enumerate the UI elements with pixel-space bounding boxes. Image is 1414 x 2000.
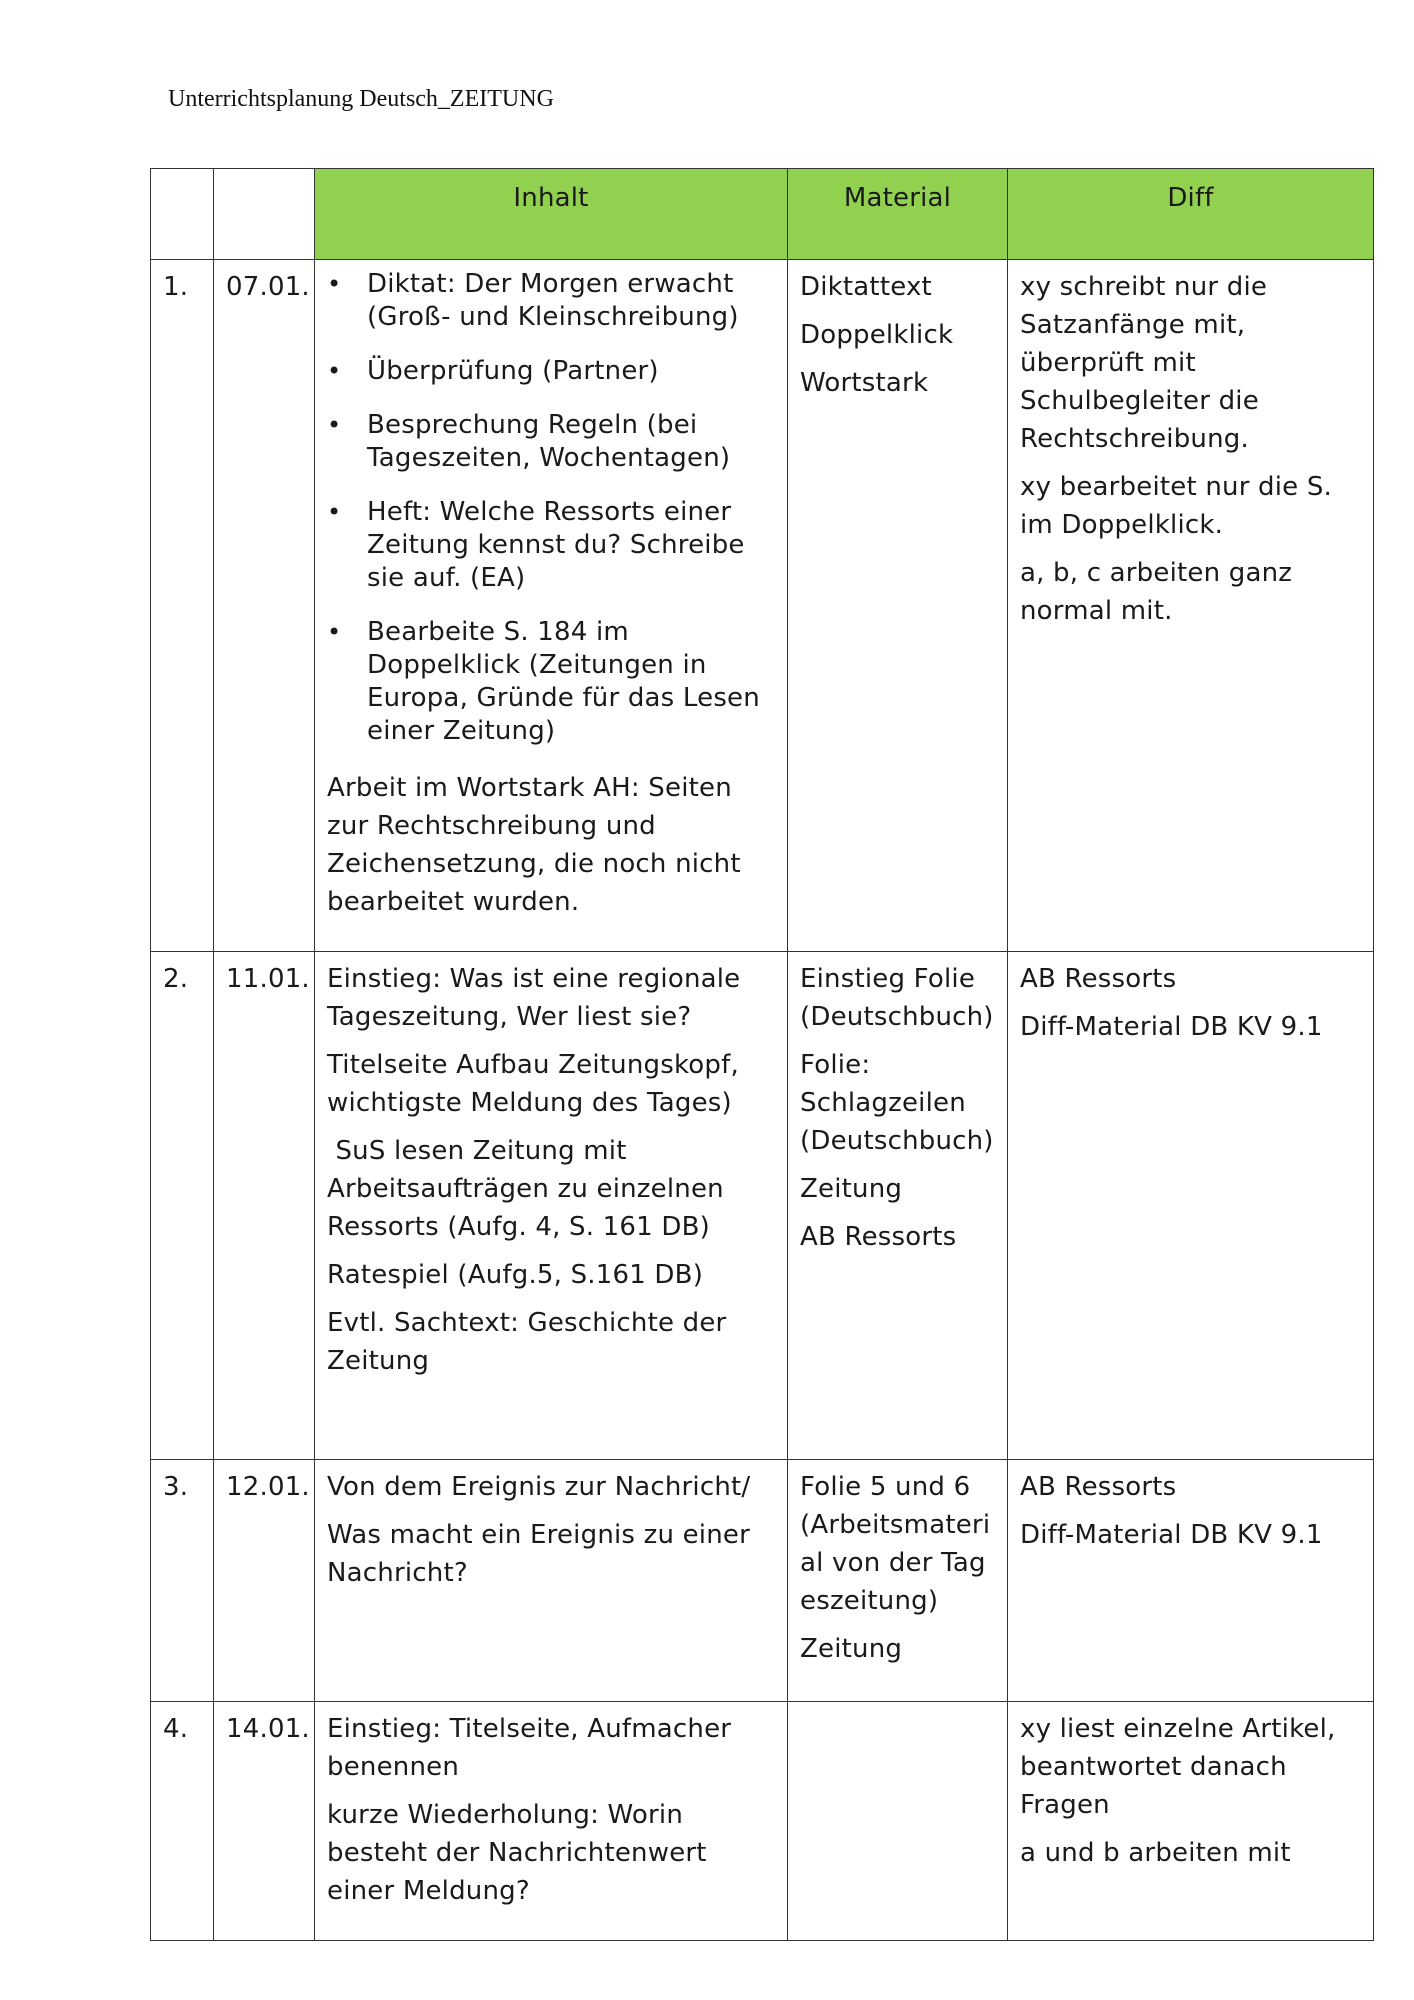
list-item: • Überprüfung (Partner) (367, 355, 775, 388)
diff-item: a, b, c arbeiten ganz normal mit. (1020, 558, 1293, 626)
diff-item: Diff-Material DB KV 9.1 (1020, 1012, 1323, 1042)
row-number: 1. (151, 260, 214, 952)
header-inhalt (315, 169, 788, 260)
table-row (151, 952, 1374, 1460)
material-item: AB Ressorts (800, 1222, 957, 1252)
diff-cell (1008, 260, 1374, 952)
material-item: Zeitung (800, 1174, 903, 1204)
material-item: Wortstark (800, 368, 929, 398)
inhalt-cell (315, 952, 788, 1460)
row-number: 3. (151, 1460, 214, 1702)
inhalt-bullet-list (327, 268, 775, 748)
diff-cell (1008, 1702, 1374, 1941)
material-item: Diktattext (800, 272, 932, 302)
material-cell (788, 1702, 1008, 1941)
diff-item: Diff-Material DB KV 9.1 (1020, 1520, 1323, 1550)
material-item: Einstieg Folie (Deutschbuch) (800, 964, 994, 1032)
row-date: 11.01. (214, 952, 315, 1460)
list-item: • Besprechung Regeln (bei Tageszeiten, Wochentagen) (367, 409, 775, 475)
header-diff-label: Diff (1167, 183, 1214, 213)
inhalt-paragraph: SuS lesen Zeitung mit Arbeitsaufträgen zu einzelnen Ressorts (Aufg. 4, S. 161 DB) (327, 1136, 733, 1242)
list-item: • Diktat: Der Morgen erwacht (Groß- und Kleinschreibung) (367, 268, 775, 334)
inhalt-paragraph: Arbeit im Wortstark AH: Seiten zur Rechtschreibung und Zeichensetzung, die noch nicht bearbeitet wurden. (327, 773, 741, 917)
table-row (151, 1702, 1374, 1941)
diff-item: a und b arbeiten mit (1020, 1838, 1291, 1868)
diff-cell (1008, 952, 1374, 1460)
inhalt-paragraph: Was macht ein Ereignis zu einer Nachricht? (327, 1520, 750, 1588)
inhalt-paragraph: Evtl. Sachtext: Geschichte der Zeitung (327, 1308, 727, 1376)
diff-item: xy liest einzelne Artikel, beantwortet danach Fragen (1020, 1714, 1336, 1820)
material-item: Folie: Schlagzeilen (Deutschbuch) (800, 1050, 994, 1156)
inhalt-paragraph: Einstieg: Was ist eine regionale Tageszeitung, Wer liest sie? (327, 964, 741, 1032)
inhalt-paragraph: Von dem Ereignis zur Nachricht/ (327, 1472, 751, 1502)
document-title: Unterrichtsplanung Deutsch_ZEITUNG (168, 86, 554, 112)
list-item: • Bearbeite S. 184 im Doppelklick (Zeitungen in Europa, Gründe für das Lesen einer Zeitung) (367, 616, 775, 748)
material-cell (788, 260, 1008, 952)
material-item: Zeitung (800, 1634, 903, 1664)
row-date: 07.01. (214, 260, 315, 952)
header-material (788, 169, 1008, 260)
inhalt-cell (315, 1702, 788, 1941)
diff-item: xy bearbeitet nur die S. im Doppelklick. (1020, 472, 1333, 540)
material-item: Doppelklick (800, 320, 954, 350)
inhalt-cell (315, 1460, 788, 1702)
row-date: 14.01. (214, 1702, 315, 1941)
row-number: 4. (151, 1702, 214, 1941)
row-date: 12.01. (214, 1460, 315, 1702)
material-cell (788, 1460, 1008, 1702)
diff-item: AB Ressorts (1020, 964, 1177, 994)
lesson-plan-table (150, 168, 1374, 1941)
header-date-cell (214, 169, 315, 260)
inhalt-paragraph: Einstieg: Titelseite, Aufmacher benennen (327, 1714, 732, 1782)
table-row (151, 260, 1374, 952)
material-cell (788, 952, 1008, 1460)
table-row (151, 1460, 1374, 1702)
material-item: Folie 5 und 6 (Arbeitsmaterial von der Tageszeitung) (800, 1472, 991, 1616)
diff-item: AB Ressorts (1020, 1472, 1177, 1502)
header-material-label: Material (843, 183, 952, 213)
diff-cell (1008, 1460, 1374, 1702)
diff-item: xy schreibt nur die Satzanfänge mit, überprüft mit Schulbegleiter die Rechtschreibung. (1020, 272, 1268, 454)
table-header-row (151, 169, 1374, 260)
inhalt-cell (315, 260, 788, 952)
header-nr-cell (151, 169, 214, 260)
inhalt-paragraph: Ratespiel (Aufg.5, S.161 DB) (327, 1260, 704, 1290)
header-diff (1008, 169, 1374, 260)
inhalt-paragraph: Titelseite Aufbau Zeitungskopf, wichtigste Meldung des Tages) (327, 1050, 739, 1118)
header-inhalt-label: Inhalt (513, 183, 589, 213)
inhalt-paragraph: kurze Wiederholung: Worin besteht der Nachrichtenwert einer Meldung? (327, 1800, 707, 1906)
row-number: 2. (151, 952, 214, 1460)
list-item: • Heft: Welche Ressorts einer Zeitung kennst du? Schreibe sie auf. (EA) (367, 496, 775, 595)
